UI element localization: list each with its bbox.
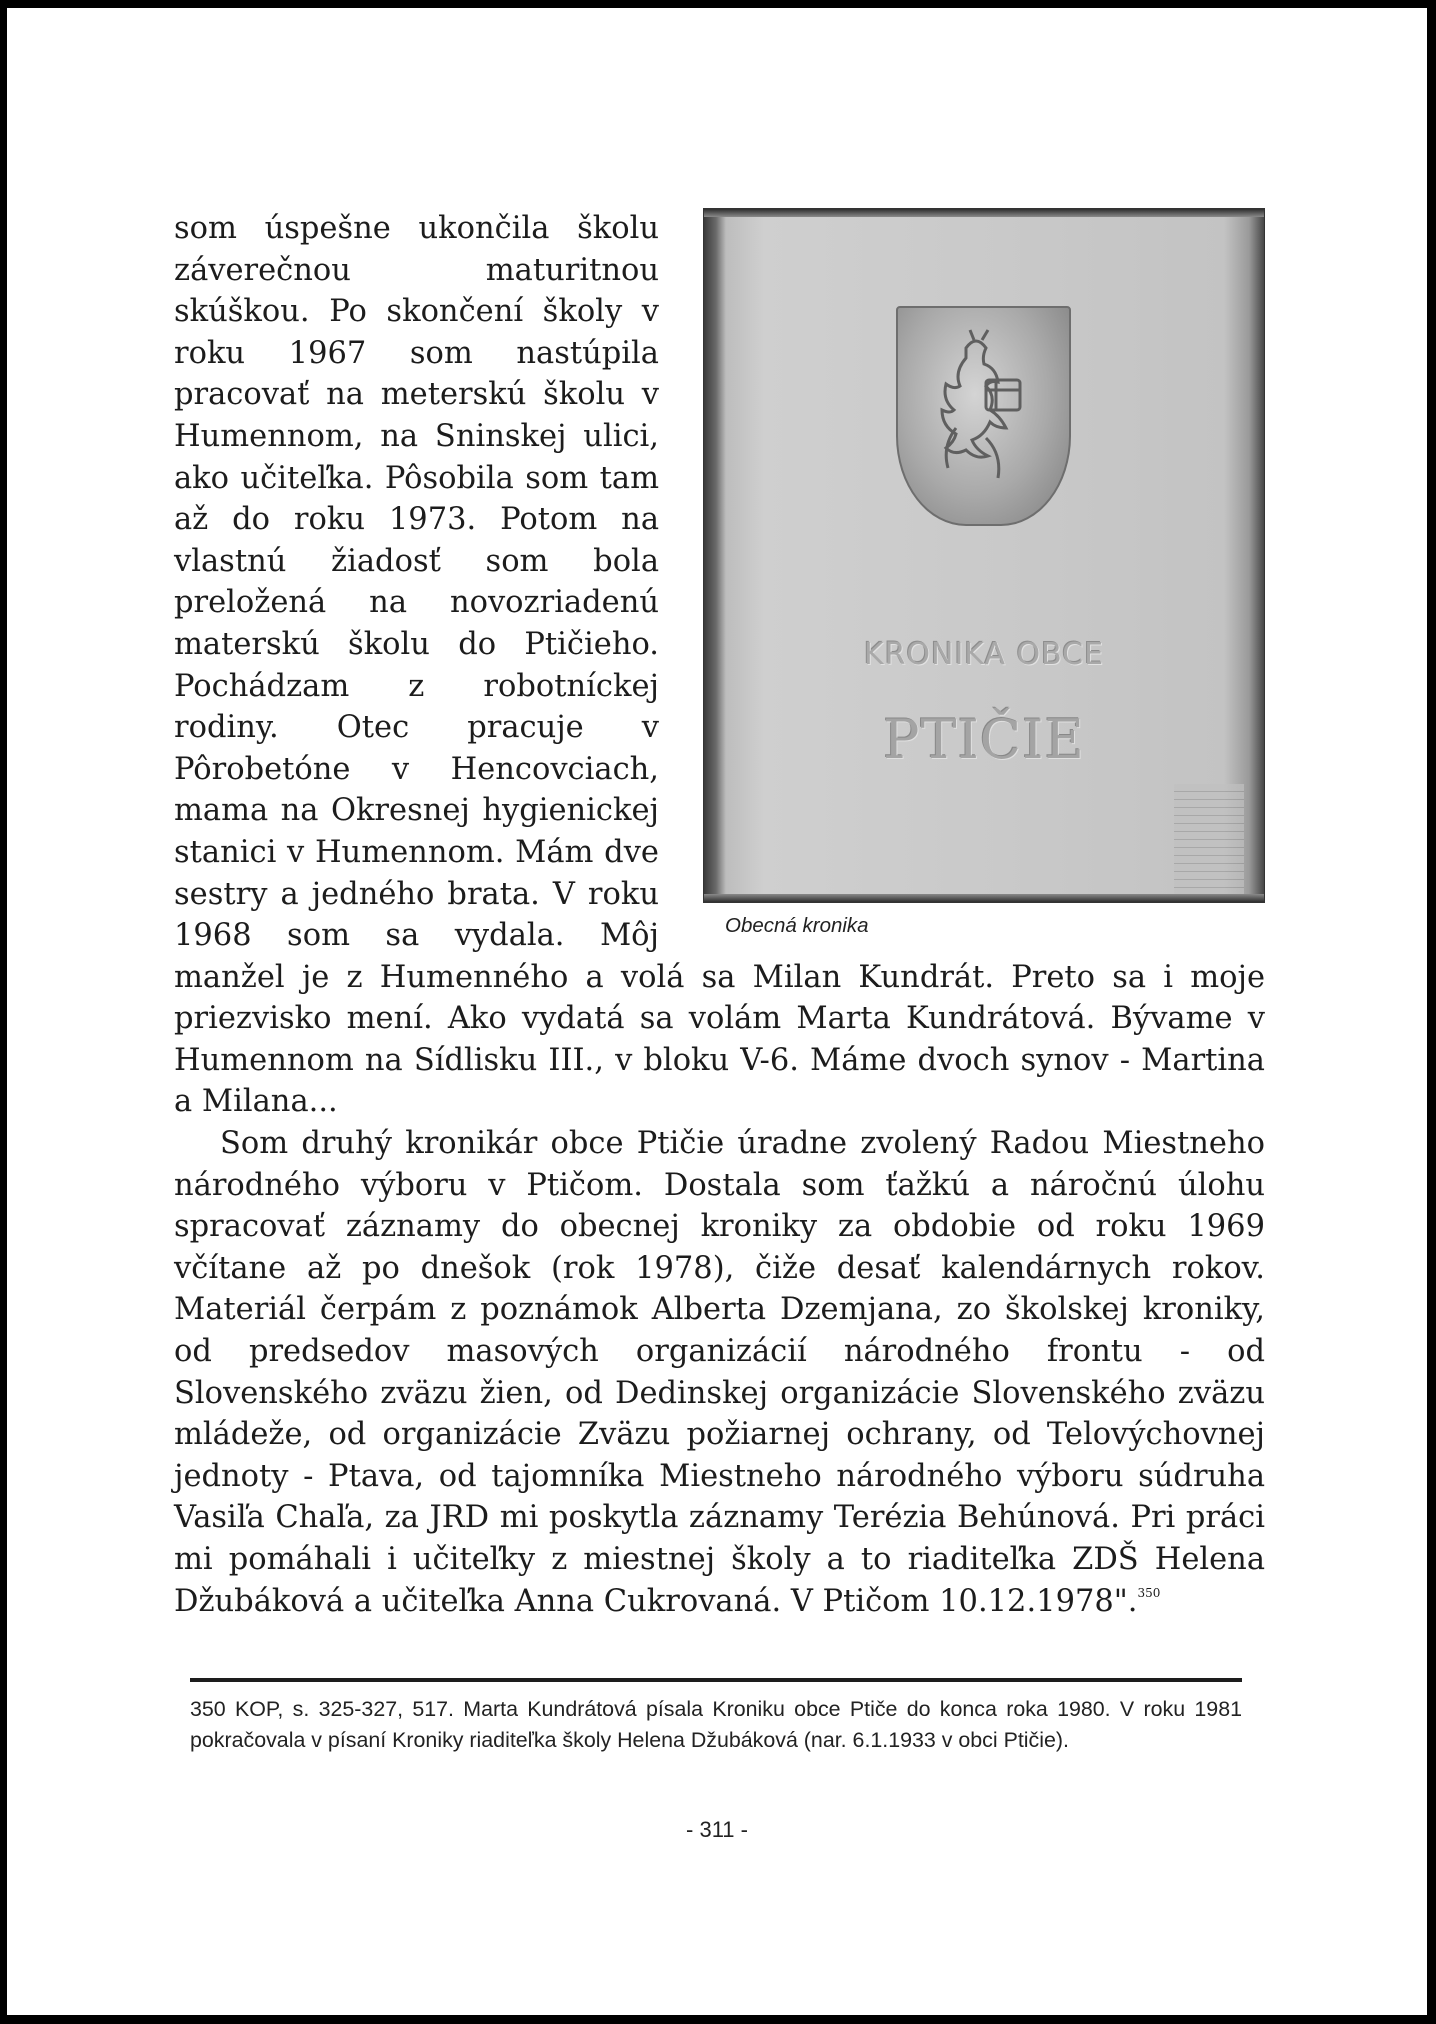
footnote-number: 350: [190, 1697, 226, 1721]
footnote-text: KOP, s. 325-327, 517. Marta Kundrátová písala Kroniku obce Ptiče do konca roka 1980. V roku 1981 pokračovala v písaní Kroniky riaditeľka školy Helena Džubáková (nar. 6.1.1933 v obci Ptičie).: [190, 1697, 1242, 1752]
figure-caption: Obecná kronika: [725, 914, 869, 937]
coat-of-arms-emblem: [896, 306, 1071, 526]
footnote-reference: 350: [1137, 1585, 1161, 1600]
footnote: [190, 1694, 1242, 1756]
cover-title-line1: KRONIKA OBCE: [863, 637, 1105, 672]
chronicle-cover-photo: [703, 208, 1265, 903]
main-text: [174, 208, 1265, 1622]
page-number: - 311 -: [686, 1817, 748, 1842]
paragraph-2-text: Som druhý kronikár obce Ptičie úradne zvolený Radou Miestneho národného výboru v Ptičom. Dostala som ťažkú a náročnú úlohu spracovať záznamy do obecnej kroniky za obdobie od roku 1969 včítane až po dnešok (rok 1978), čiže desať kalendárnych rokov. Materiál čerpám z poznámok Alberta Dzemjana, zo školskej kroniky, od predsedov masových organizácií národného frontu - od Slovenského zväzu žien, od Dedinskej organizácie Slovenského zväzu mládeže, od organizácie Zväzu požiarnej ochrany, od Telovýchovnej jednoty - Ptava, od tajomníka Miestneho národného výboru súdruha Vasiľa Chaľa, za JRD mi poskytla záznamy Terézia Behúnová. Pri práci mi pomáhali i učiteľky z miestnej školy a to riaditeľka ZDŠ Helena Džubáková a učiteľka Anna Cukrovaná. V Ptičom 10.12.1978".: [174, 1126, 1265, 1619]
paragraph-2: [174, 1123, 1265, 1622]
document-page: [7, 8, 1427, 2015]
paragraph-1-text: som úspešne ukončila školu záverečnou maturitnou skúškou. Po skončení školy v roku 1967 som nastúpila pracovať na meterskú školu v Humennom, na Sninskej ulici, ako učiteľka. Pôsobila som tam až do roku 1973. Potom na vlastnú žiadosť som bola preložená na novozriadenú materskú školu do Ptičieho. Pochádzam z robotníckej rodiny. Otec pracuje v Pôrobetóne v Hencovciach, mama na Okresnej hygienickej stanici v Humennom. Mám dve sestry a jedného brata. V roku 1968 som sa vydala. Môj manžel je z Humenného a volá sa Milan Kundrát. Preto sa i moje priezvisko mení. Ako vydatá sa volám Marta Kundrátová. Bývame v Humennom na Sídlisku III., v bloku V-6. Máme dvoch synov - Martina a Milana...: [174, 211, 1265, 1120]
chronicle-figure: [697, 208, 1265, 950]
cover-title-line2: PTIČIE: [883, 708, 1085, 771]
footnote-divider: [190, 1678, 1242, 1682]
